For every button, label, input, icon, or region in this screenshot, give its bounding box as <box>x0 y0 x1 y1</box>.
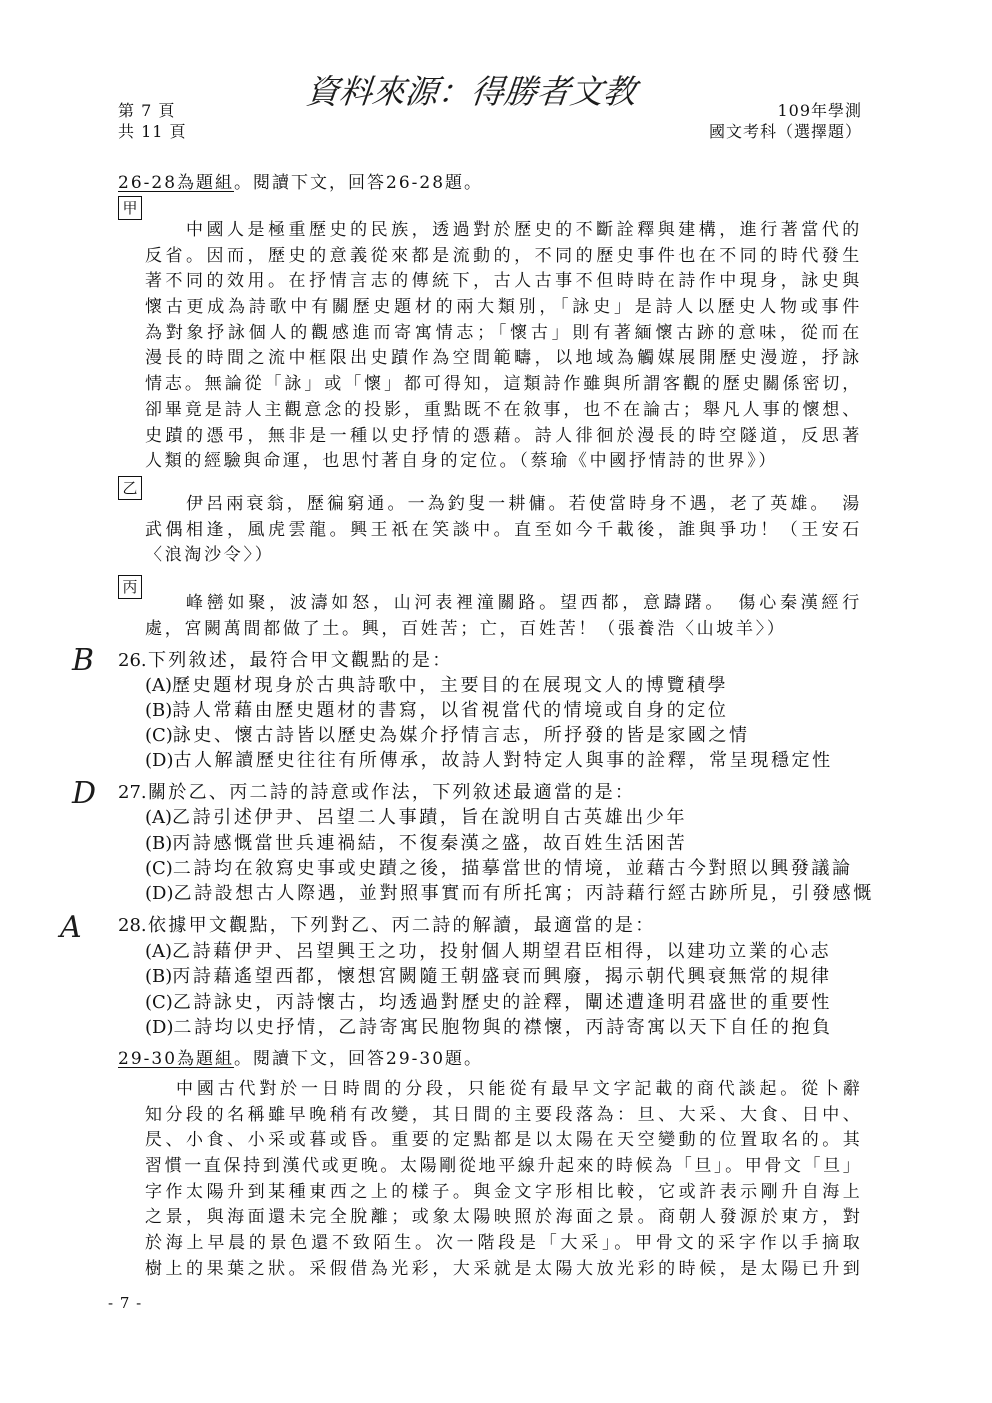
passage-line: 中國人是極重歷史的民族，透過對於歷史的不斷詮釋與建構，進行著當代的 <box>186 220 862 240</box>
handwritten-answer-28: A <box>60 910 82 945</box>
question-28-option-b <box>145 964 833 990</box>
question-27-option-b <box>145 831 874 856</box>
option-text: 乙詩設想古人際遇，並對照事實而有所托寓；丙詩藉行經古跡所見，引發感慨 <box>173 883 874 905</box>
question-26-option-d <box>145 748 833 773</box>
page-number-footer: - 7 - <box>108 1294 143 1312</box>
question-28-option-a <box>145 939 833 965</box>
passage-label-bing: 丙 <box>118 575 142 599</box>
passage-line: 為對象抒詠個人的觀感進而寄寓情志；「懷古」則有著緬懷古跡的意味，從而在 <box>145 322 862 343</box>
option-letter: (D) <box>145 883 174 905</box>
question-27-option-c <box>145 856 874 881</box>
option-text: 丙詩藉遙望西都，懷想宮闕隨王朝盛衰而興廢，揭示朝代興衰無常的規律 <box>172 966 832 987</box>
passage-line: 樹上的果葉之狀。采假借為光彩，大采就是太陽大放光彩的時候，是太陽已升到 <box>145 1258 862 1279</box>
option-text: 詩人常藉由歷史題材的書寫，以省視當代的情境或自身的定位 <box>172 700 729 721</box>
group-heading-underlined: 29-30為題組 <box>118 1049 235 1069</box>
option-letter: (A) <box>145 807 173 829</box>
option-text: 歷史題材現身於古典詩歌中，主要目的在展現文人的博覽積學 <box>172 675 729 696</box>
group-heading-instruction: 。閱讀下文，回答26-28題。 <box>234 173 484 193</box>
option-letter: (C) <box>145 857 173 879</box>
passage-line: 卻畢竟是詩人主觀意念的投影，重點既不在敘事，也不在論古；舉凡人事的懷想、 <box>145 399 862 420</box>
passage-line: 字作太陽升到某種東西之上的樣子。與金文字形相比較，它或許表示剛升自海上 <box>145 1181 862 1202</box>
option-letter: (B) <box>145 700 173 721</box>
option-letter: (A) <box>145 940 173 962</box>
group-heading-underlined: 26-28為題組 <box>118 173 235 193</box>
group-heading-29-30 <box>118 1047 483 1071</box>
passage-line: 武偶相逢，風虎雲龍。興王祇在笑談中。直至如今千載後，誰與爭功！（王安石 <box>145 519 862 540</box>
question-27 <box>118 780 874 906</box>
passage-line: 於海上早晨的景色還不致陌生。次一階段是「大采」。甲骨文的采字作以手摘取 <box>145 1233 862 1254</box>
question-27-option-a <box>145 805 874 830</box>
passage-label-jia: 甲 <box>118 196 142 220</box>
exam-subject: 國文考科（選擇題） <box>708 122 862 141</box>
option-text: 二詩均以史抒情，乙詩寄寓民胞物與的襟懷，丙詩寄寓以天下自任的抱負 <box>173 1017 833 1038</box>
passage-line: 峰巒如聚，波濤如怒，山河表裡潼關路。望西都，意躊躇。 傷心秦漢經行 <box>186 593 862 613</box>
passage-line: 反省。因而，歷史的意義從來都是流動的，不同的歷史事件也在不同的時代發生 <box>145 245 862 266</box>
question-number: 27. <box>118 782 147 803</box>
option-text: 丙詩感慨當世兵連禍結，不復秦漢之盛，故百姓生活困苦 <box>172 832 688 854</box>
passage-line: 懷古更成為詩歌中有關歷史題材的兩大類別，「詠史」是詩人以歷史人物或事件 <box>145 297 862 318</box>
question-26-option-c <box>145 723 833 748</box>
total-pages-label: 共 11 頁 <box>118 122 187 141</box>
option-text: 乙詩藉伊尹、呂望興王之功，投射個人期望君臣相得，以建功立業的心志 <box>172 940 832 962</box>
question-26-option-a <box>145 673 833 698</box>
question-28-stem <box>118 913 833 939</box>
option-text: 詠史、懷古詩皆以歷史為媒介抒情言志，所抒發的皆是家國之情 <box>172 725 750 746</box>
passage-line: 人類的經驗與命運，也思忖著自身的定位。（蔡瑜《中國抒情詩的世界》） <box>145 451 779 472</box>
question-28 <box>118 913 833 1041</box>
passage-line: 〈浪淘沙令〉） <box>145 545 275 566</box>
question-26-option-b <box>145 698 833 723</box>
question-number: 28. <box>118 915 147 936</box>
question-26-stem <box>118 648 833 673</box>
question-27-option-d <box>145 881 874 906</box>
option-text: 二詩均在敘寫史事或史蹟之後，描摹當世的情境，並藉古今對照以興發議論 <box>172 857 853 879</box>
passage-line: 處，宮闕萬間都做了土。興，百姓苦；亡，百姓苦！（張養浩〈山坡羊〉） <box>145 618 787 639</box>
passage-bing <box>145 591 862 642</box>
passage-line: 之景，與海面還未完全脫離；或象太陽映照於海面之景。商朝人發源於東方，對 <box>145 1207 862 1228</box>
handwritten-answer-26: B <box>72 643 95 678</box>
option-letter: (B) <box>145 966 173 987</box>
option-letter: (D) <box>145 750 174 771</box>
passage-line: 情志。無論從「詠」或「懷」都可得知，這類詩作雖與所謂客觀的歷史關係密切， <box>145 374 862 395</box>
passage-yi <box>145 492 862 569</box>
group-heading-instruction: 。閱讀下文，回答29-30題。 <box>234 1049 484 1069</box>
question-text: 依據甲文觀點，下列對乙、丙二詩的解讀，最適當的是： <box>148 915 656 936</box>
question-text: 關於乙、丙二詩的詩意或作法，下列敘述最適當的是： <box>148 782 636 803</box>
passage-time-divisions <box>145 1077 862 1283</box>
passage-line: 習慣一直保持到漢代或更晚。太陽剛從地平線升起來的時候為「旦」。甲骨文「旦」 <box>145 1156 862 1177</box>
question-26 <box>118 648 833 773</box>
option-letter: (C) <box>145 725 173 746</box>
option-letter: (D) <box>145 1017 174 1038</box>
passage-line: 漫長的時間之流中框限出史蹟作為空間範疇，以地域為觸媒展開歷史漫遊，抒詠 <box>145 348 862 369</box>
option-letter: (A) <box>145 675 173 696</box>
exam-info <box>709 100 862 142</box>
option-letter: (B) <box>145 832 173 854</box>
page-label: 第 7 頁 <box>118 101 176 120</box>
handwritten-source-note: 資料來源：得勝者文教 <box>304 72 639 111</box>
option-text: 乙詩引述伊尹、呂望二人事蹟，旨在說明自古英雄出少年 <box>172 807 688 829</box>
question-27-stem <box>118 780 874 805</box>
exam-title: 109年學測 <box>777 101 862 120</box>
passage-jia <box>145 218 862 475</box>
passage-label-yi: 乙 <box>118 476 142 500</box>
page-indicator <box>118 100 187 142</box>
passage-line: 昃、小食、小采或暮或昏。重要的定點都是以太陽在天空變動的位置取名的。其 <box>145 1130 862 1151</box>
option-text: 古人解讀歷史往往有所傳承，故詩人對特定人與事的詮釋，常呈現穩定性 <box>173 750 833 771</box>
question-number: 26. <box>118 650 147 671</box>
passage-line: 著不同的效用。在抒情言志的傳統下，古人古事不但時時在詩作中現身，詠史與 <box>145 271 862 292</box>
question-28-option-c <box>145 990 833 1016</box>
passage-line: 中國古代對於一日時間的分段，只能從有最早文字記載的商代談起。從卜辭 <box>176 1079 862 1099</box>
handwritten-answer-27: D <box>72 776 97 811</box>
question-text: 下列敘述，最符合甲文觀點的是： <box>148 650 453 671</box>
option-text: 乙詩詠史，丙詩懷古，均透過對歷史的詮釋，闡述遭逢明君盛世的重要性 <box>172 991 833 1013</box>
passage-line: 知分段的名稱雖早晚稍有改變，其日間的主要段落為：旦、大采、大食、日中、 <box>145 1104 862 1125</box>
question-28-option-d <box>145 1015 833 1041</box>
passage-line: 史蹟的憑弔，無非是一種以史抒情的憑藉。詩人徘徊於漫長的時空隧道，反思著 <box>145 425 862 446</box>
passage-line: 伊呂兩衰翁，歷徧窮通。一為釣叟一耕傭。若使當時身不遇，老了英雄。 湯 <box>186 494 862 514</box>
option-letter: (C) <box>145 991 173 1013</box>
group-heading-26-28 <box>118 171 483 195</box>
